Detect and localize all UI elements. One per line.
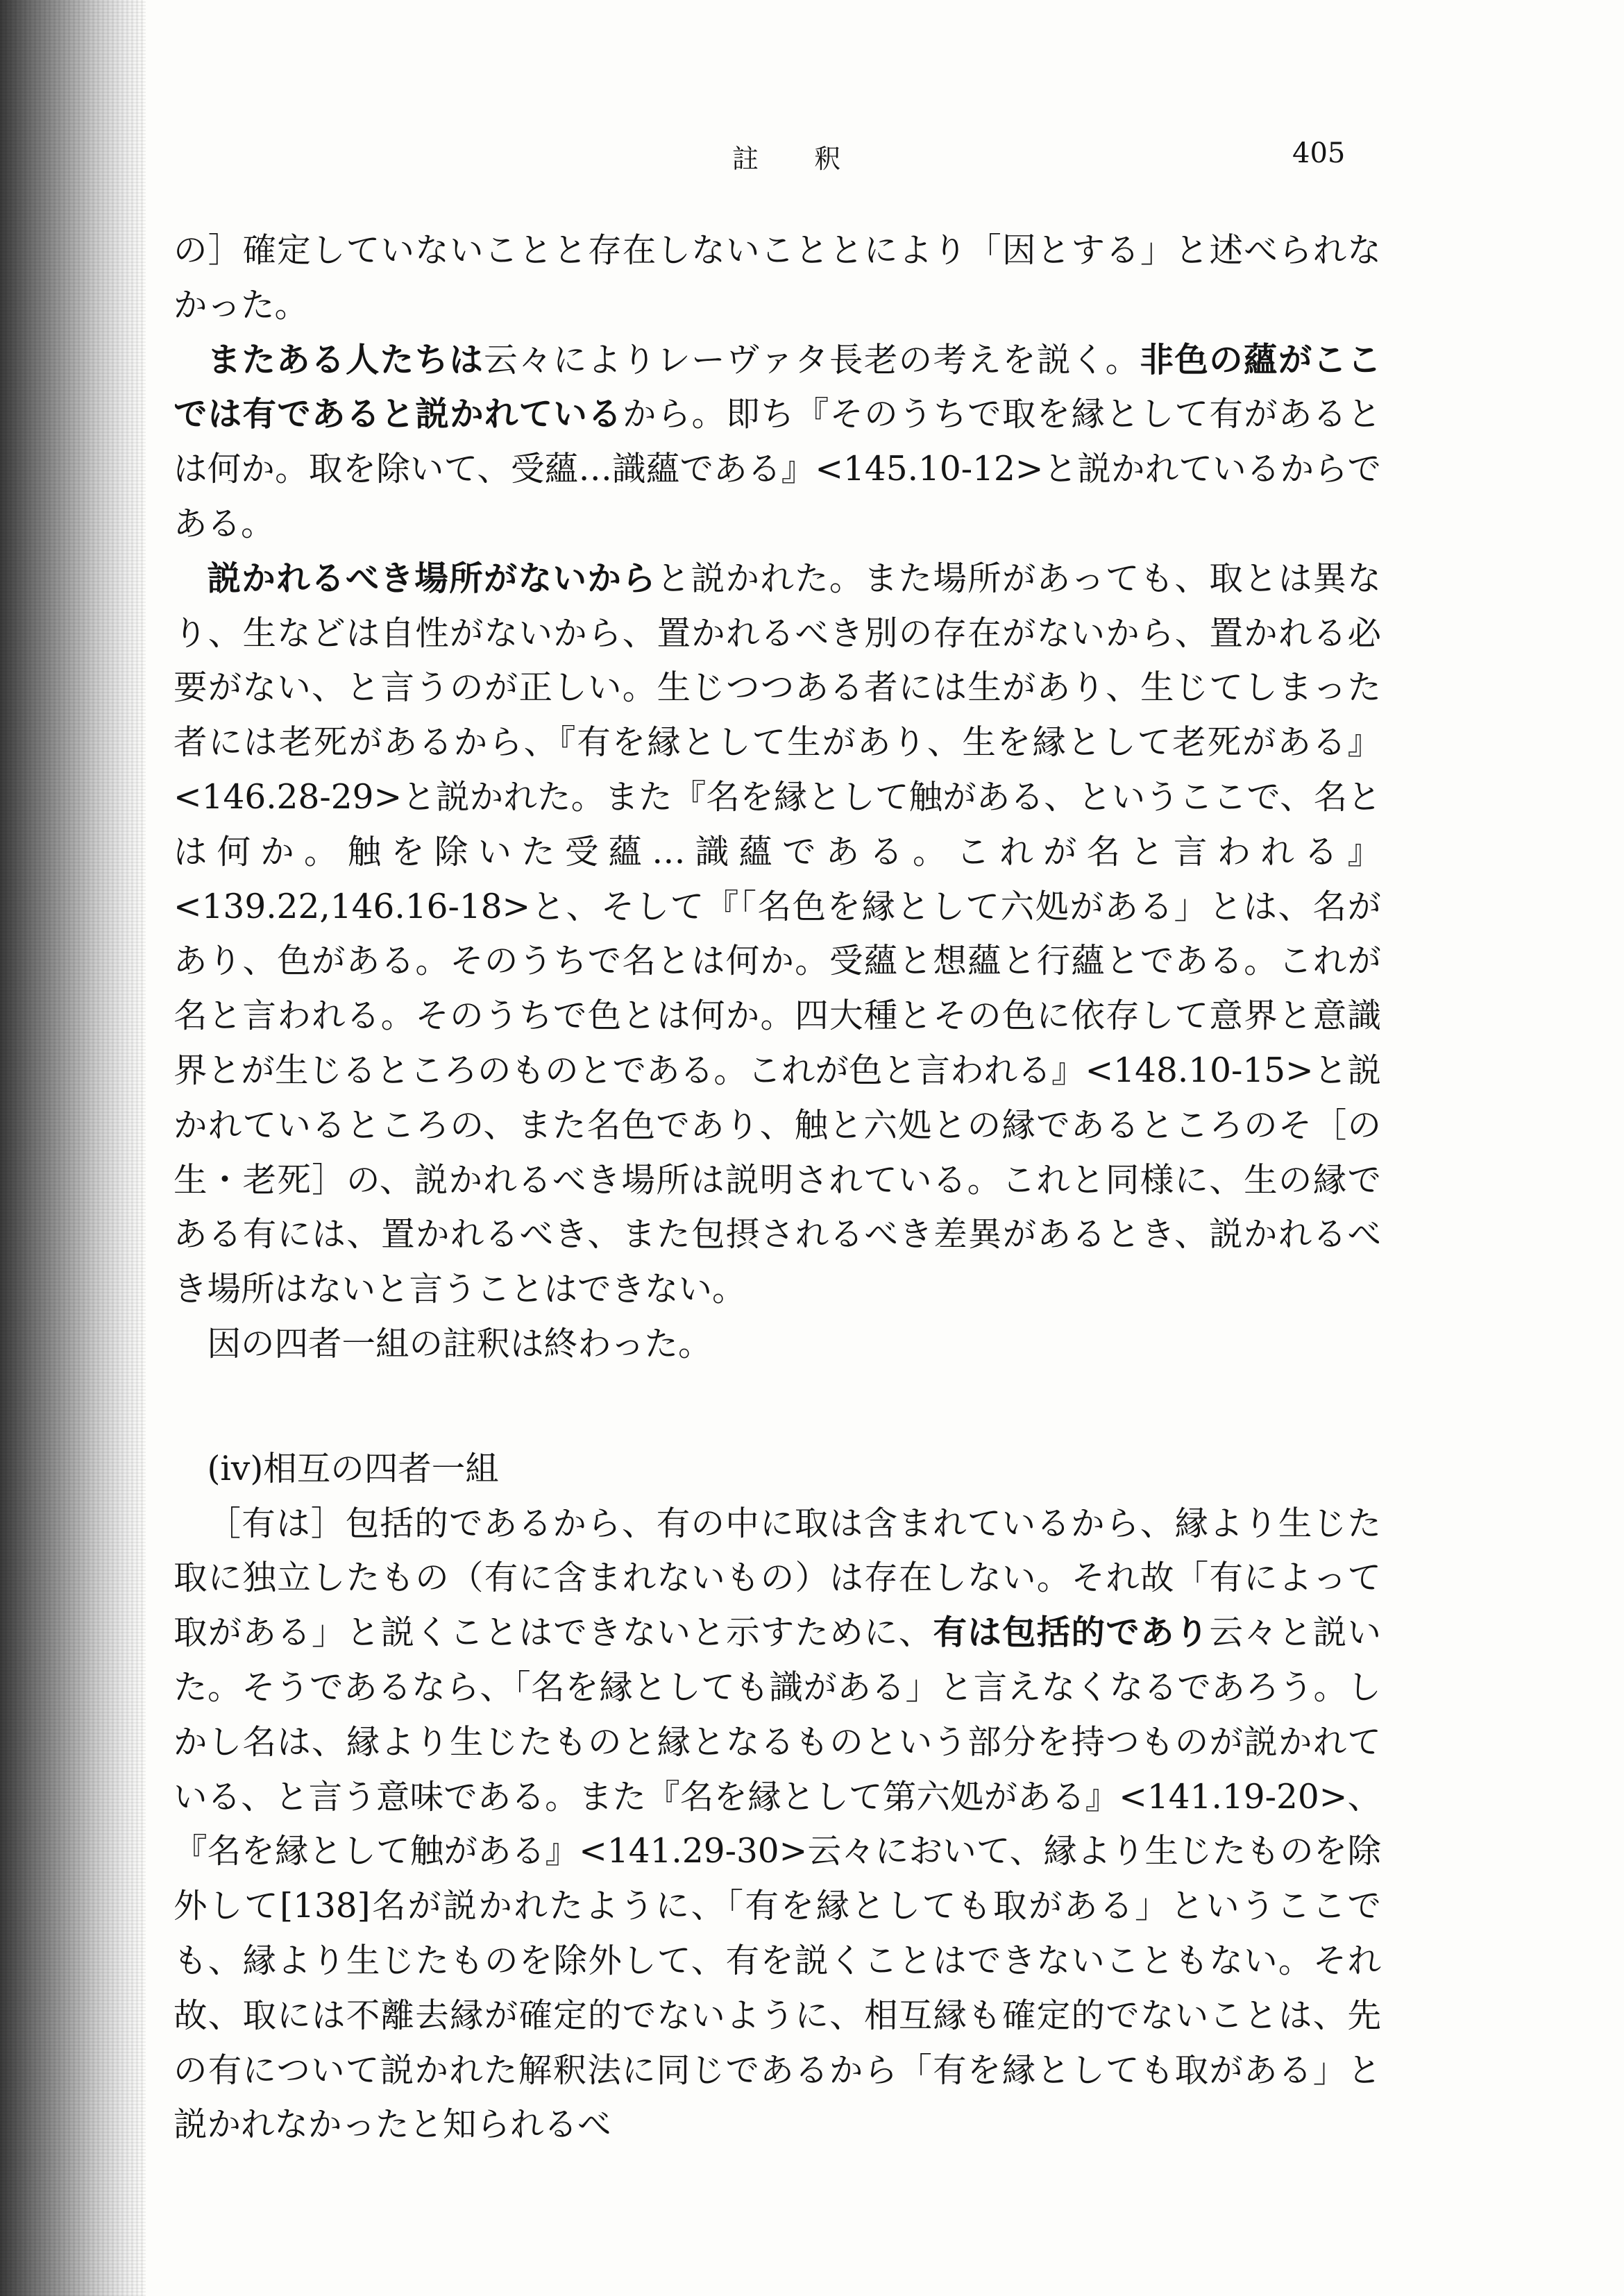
paragraph (174, 333, 1381, 552)
text-span: の］確定していないことと存在しないこととにより「因とする」と述べられなかった。 (174, 231, 1381, 325)
bold-lemma: またある人たちは (207, 340, 484, 380)
paragraph (174, 1497, 1381, 2153)
page-number: 405 (1292, 137, 1346, 169)
text-span: 因の四者一組の註釈は終わった。 (207, 1324, 712, 1363)
running-title: 註 釈 (732, 144, 865, 174)
paragraph (174, 552, 1381, 1317)
page-header (0, 0, 1624, 180)
bold-lemma: 有は包括的であり (933, 1613, 1210, 1653)
text-span: から。即ち『そのうちで取を縁として有があるとは何か。取を除いて、受蘊…識蘊である』<145.10-12>と説かれているからである。 (174, 395, 1381, 543)
bold-lemma: 説かれるべき場所がないから (207, 559, 657, 598)
text-span: ［有は］包括的であるから、有の中に取は含まれているから、縁より生じた取に独立したもの（有に含まれないもの）は存在しない。それ故「有によって取がある」と説くことはできないと示すために、 (174, 1504, 1381, 1653)
section-gap (174, 1372, 1381, 1442)
scan-shadow-edge (0, 0, 146, 2296)
text-span: と説かれた。また場所があっても、取とは異なり、生などは自性がないから、置かれるべき別の存在がないから、置かれる必要がない、と言うのが正しい。生じつつある者には生があり、生じてしまった者には老死があるから、『有を縁として生があり、生を縁として老死がある』<146.28-29>と説かれた。また『名を縁として触がある、というここで、名とは何か。触を除いた受蘊…識蘊である。これが名と言われる』<139.22,146.16-18>と、そして『「名色を縁として六処がある」とは、名があり、色がある。そのうちで名とは何か。受蘊と想蘊と行蘊とである。これが名と言われる。そのうちで色とは何か。四大種とその色に依存して意界と意識界とが生じるところのものとである。これが色と言われる』<148.10-15>と説かれているところの、また名色であり、触と六処との縁であるところのそ［の生・老死］の、説かれるべき場所は説明されている。これと同様に、生の縁である有には、置かれるべき、また包摂されるべき差異があるとき、説かれるべき場所はないと言うことはできない。 (174, 559, 1381, 1309)
paragraph (174, 1317, 1381, 1372)
bold-lemma: 非色の蘊がここでは有であると説かれている (174, 340, 1381, 434)
text-span: 云々と説いた。そうであるなら、「名を縁としても識がある」と言えなくなるであろう。しかし名は、縁より生じたものと縁となるものという部分を持つものが説かれている、と言う意味である。また『名を縁として第六処がある』<141.19-20>、『名を縁として触がある』<141.29-30>云々において、縁より生じたものを除外して[138]名が説かれたように、「有を縁としても取がある」というここでも、縁より生じたものを除外して、有を説くことはできないこともない。それ故、取には不離去縁が確定的でないように、相互縁も確定的でないことは、先の有について説かれた解釈法に同じであるから「有を縁としても取がある」と説かれなかったと知られるべ (174, 1613, 1381, 2145)
text-span: 云々によりレーヴァタ長老の考えを説く。 (484, 340, 1140, 380)
section-heading: (iv)相互の四者一組 (207, 1449, 499, 1488)
paragraph (174, 223, 1381, 333)
body-text (174, 223, 1381, 2152)
